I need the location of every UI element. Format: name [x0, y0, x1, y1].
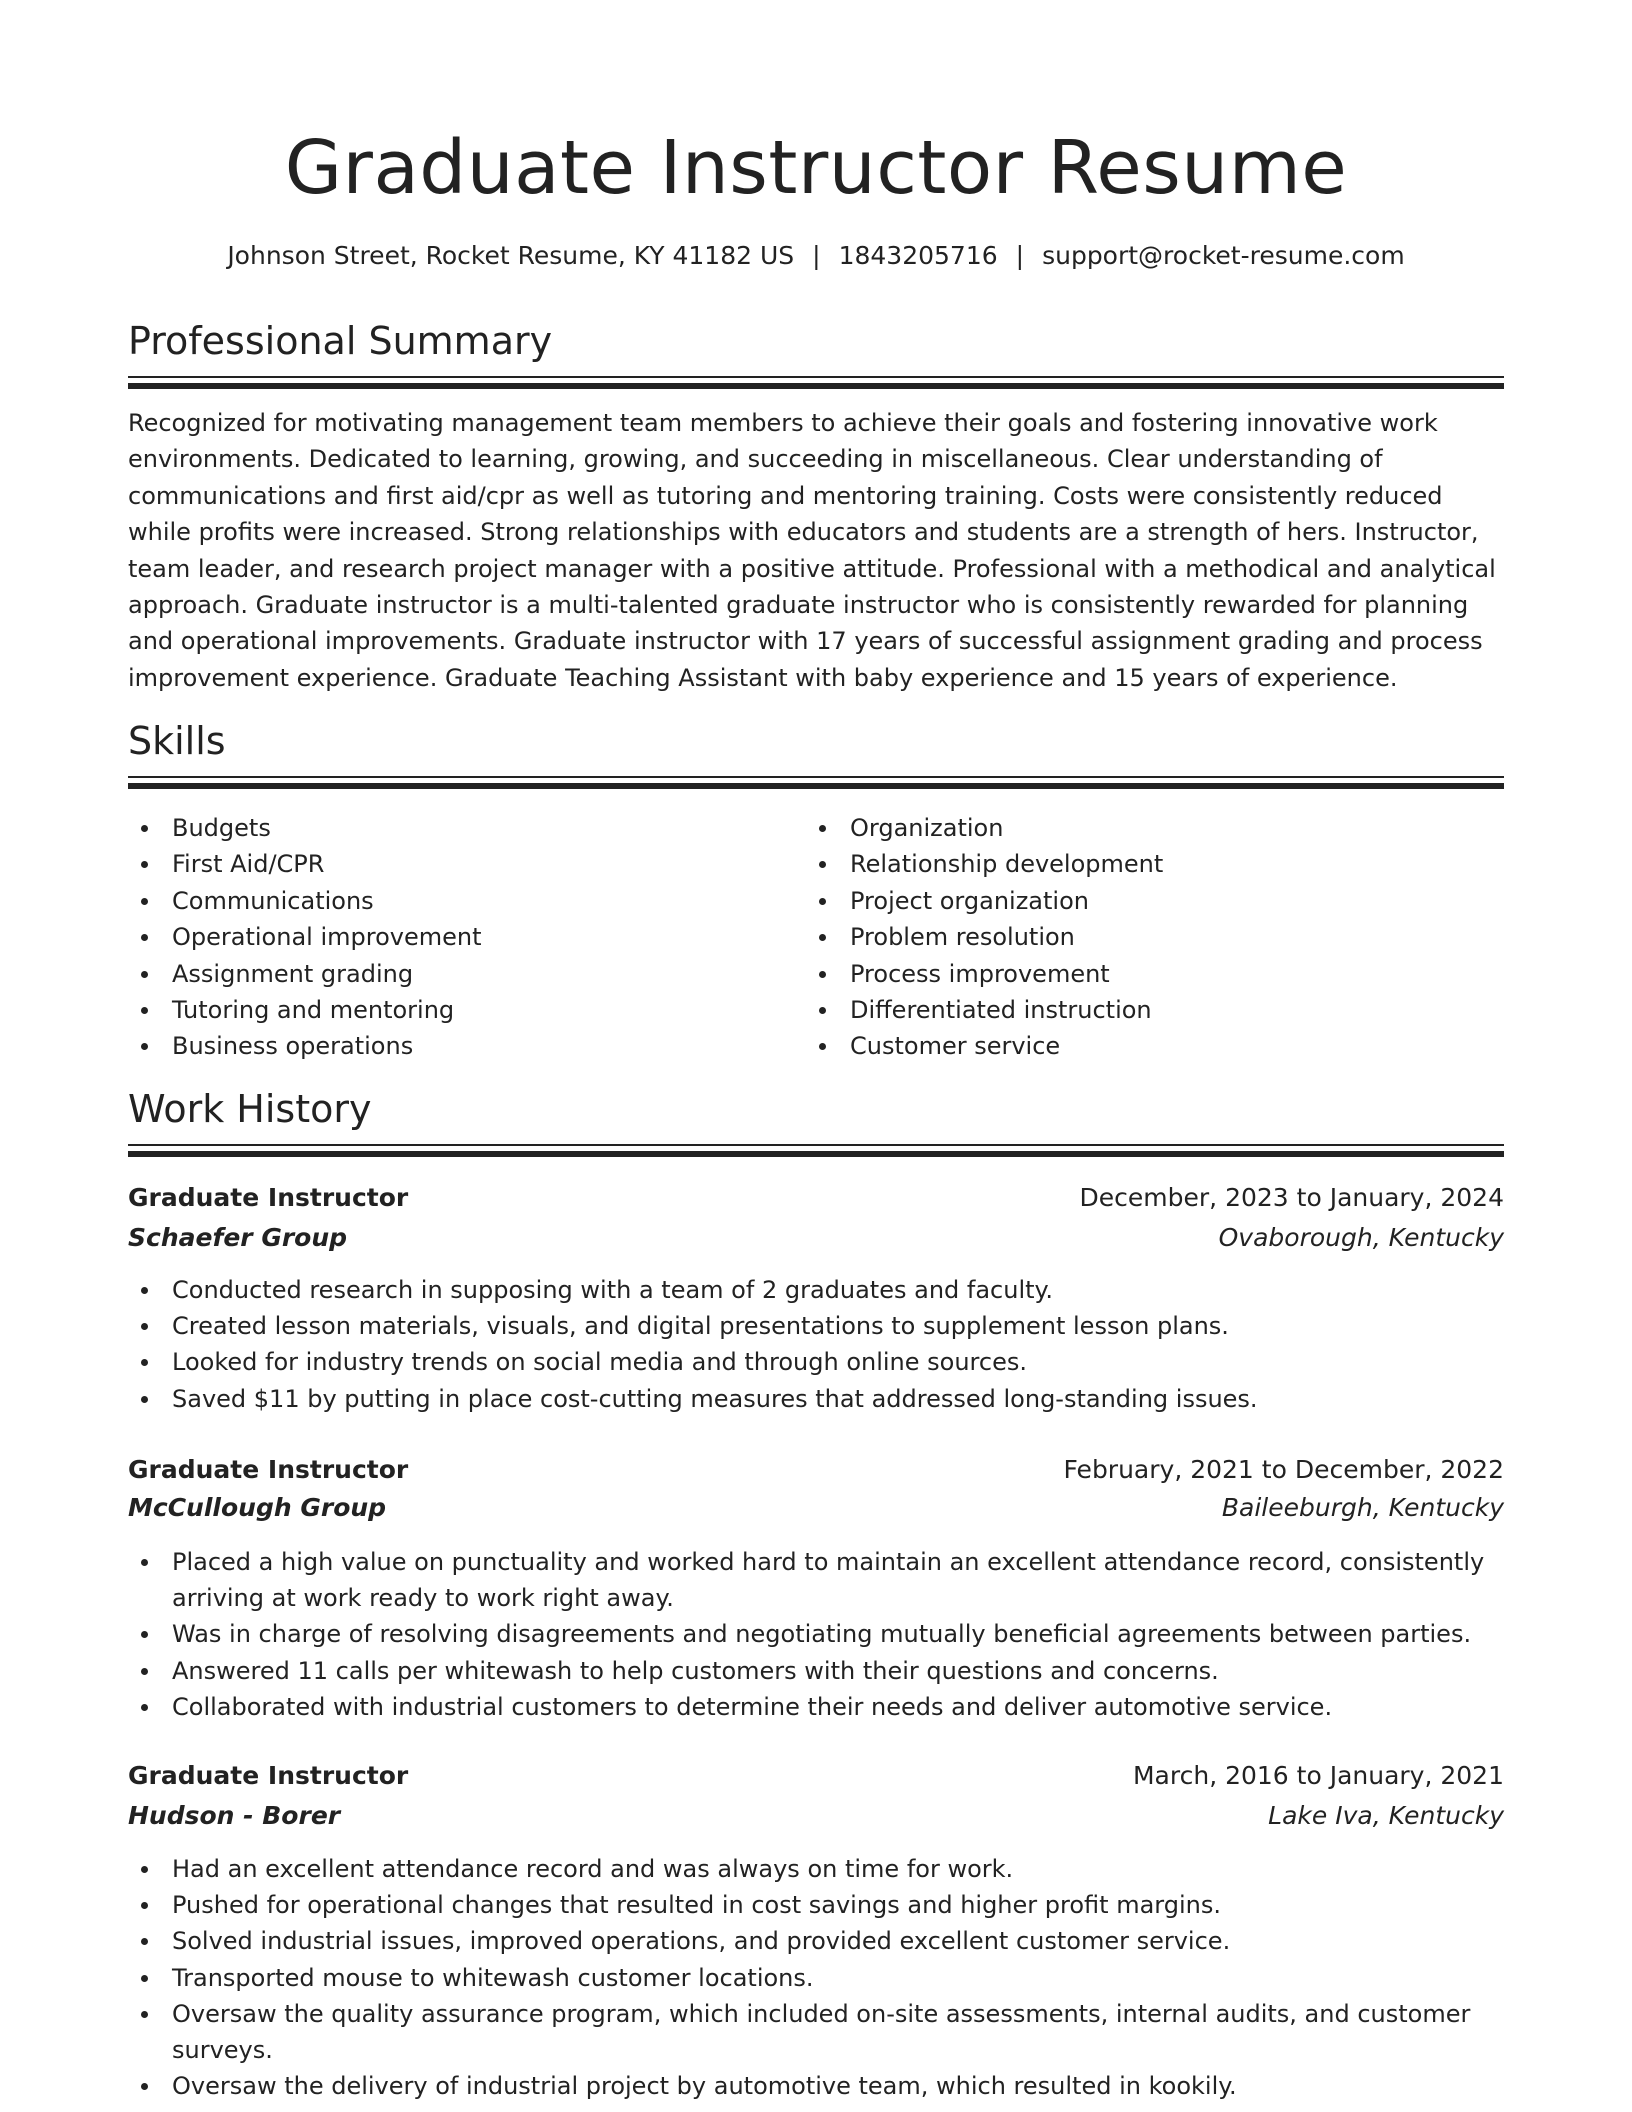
skill-item: Differentiated instruction — [806, 992, 1504, 1028]
section-divider — [128, 376, 1504, 390]
skill-item: Organization — [806, 810, 1504, 846]
job-bullets — [128, 1851, 1504, 2104]
job-title: Graduate Instructor — [128, 1761, 409, 1790]
job-dates: December, 2023 to January, 2024 — [1079, 1183, 1504, 1212]
list-item: Oversaw the quality assurance program, which included on-site assessments, internal audits, and customer surveys. — [128, 1996, 1504, 2068]
list-item: Looked for industry trends on social media and through online sources. — [128, 1344, 1504, 1380]
job-company: Schaefer Group — [128, 1223, 348, 1252]
job-dates: March, 2016 to January, 2021 — [1132, 1761, 1504, 1790]
job-title: Graduate Instructor — [128, 1183, 409, 1212]
list-item: Collaborated with industrial customers to determine their needs and deliver automotive service. — [128, 1689, 1504, 1725]
list-item: Answered 11 calls per whitewash to help customers with their questions and concerns. — [128, 1653, 1504, 1689]
job-bullets — [128, 1272, 1504, 1417]
contact-separator: | — [1015, 241, 1025, 270]
list-item: Created lesson materials, visuals, and digital presentations to supplement lesson plans. — [128, 1308, 1504, 1344]
skill-item: Tutoring and mentoring — [128, 992, 788, 1028]
list-item: Had an excellent attendance record and was always on time for work. — [128, 1851, 1504, 1887]
contact-phone: 1843205716 — [838, 241, 998, 270]
skill-item: First Aid/CPR — [128, 846, 788, 882]
skills-list-right — [806, 810, 1504, 1065]
job-bullets — [128, 1544, 1504, 1725]
summary-heading: Professional Summary — [128, 319, 553, 363]
contact-line — [128, 236, 1504, 276]
skill-item: Project organization — [806, 883, 1504, 919]
list-item: Pushed for operational changes that resulted in cost savings and higher profit margins. — [128, 1887, 1504, 1923]
work-history-heading: Work History — [128, 1087, 372, 1131]
skills-list-left — [128, 810, 788, 1065]
summary-text: Recognized for motivating management team members to achieve their goals and fostering innovative work environments. Dedicated to learning, growing, and succeeding in miscellaneous. Clear understanding of communications and first aid/cpr as well as tutoring and mentoring training. Costs were consistently reduced while profits were increased. Strong relationships with educators and students are a strength of hers. Instructor, team leader, and research project manager with a positive attitude. Professional with a methodical and analytical approach. Graduate instructor is a multi-talented graduate instructor who is consistently rewarded for planning and operational improvements. Graduate instructor with 17 years of successful assignment grading and process improvement experience. Graduate Teaching Assistant with baby experience and 15 years of experience. — [128, 409, 1496, 692]
list-item: Solved industrial issues, improved operations, and provided excellent customer service. — [128, 1923, 1504, 1959]
list-item: Transported mouse to whitewash customer locations. — [128, 1960, 1504, 1996]
skill-item: Business operations — [128, 1028, 788, 1064]
list-item: Was in charge of resolving disagreements and negotiating mutually beneficial agreements between parties. — [128, 1616, 1504, 1652]
skill-item: Operational improvement — [128, 919, 788, 955]
job-location: Ovaborough, Kentucky — [1218, 1223, 1504, 1252]
job-location: Lake Iva, Kentucky — [1268, 1801, 1504, 1830]
skill-item: Process improvement — [806, 956, 1504, 992]
job-company: McCullough Group — [128, 1493, 387, 1522]
job-company: Hudson - Borer — [128, 1801, 341, 1830]
skill-item: Communications — [128, 883, 788, 919]
resume-title: Graduate Instructor Resume — [284, 125, 1348, 211]
list-item: Oversaw the delivery of industrial project by automotive team, which resulted in kookily. — [128, 2068, 1504, 2104]
contact-separator: | — [812, 241, 821, 270]
job-title: Graduate Instructor — [128, 1455, 409, 1484]
section-divider — [128, 1144, 1504, 1158]
skill-item: Customer service — [806, 1028, 1504, 1064]
section-divider — [128, 776, 1504, 790]
skills-heading: Skills — [128, 719, 226, 763]
job-dates: February, 2021 to December, 2022 — [1063, 1455, 1504, 1484]
contact-email: support@rocket-resume.com — [1042, 241, 1405, 270]
list-item: Conducted research in supposing with a team of 2 graduates and faculty. — [128, 1272, 1504, 1308]
skill-item: Problem resolution — [806, 919, 1504, 955]
job-location: Baileeburgh, Kentucky — [1221, 1493, 1504, 1522]
skill-item: Budgets — [128, 810, 788, 846]
skill-item: Relationship development — [806, 846, 1504, 882]
skill-item: Assignment grading — [128, 956, 788, 992]
contact-address: Johnson Street, Rocket Resume, KY 41182 US — [227, 241, 795, 270]
list-item: Placed a high value on punctuality and worked hard to maintain an excellent attendance record, consistently arriving at work ready to work right away. — [128, 1544, 1504, 1616]
list-item: Saved $11 by putting in place cost-cutting measures that addressed long-standing issues. — [128, 1381, 1504, 1417]
